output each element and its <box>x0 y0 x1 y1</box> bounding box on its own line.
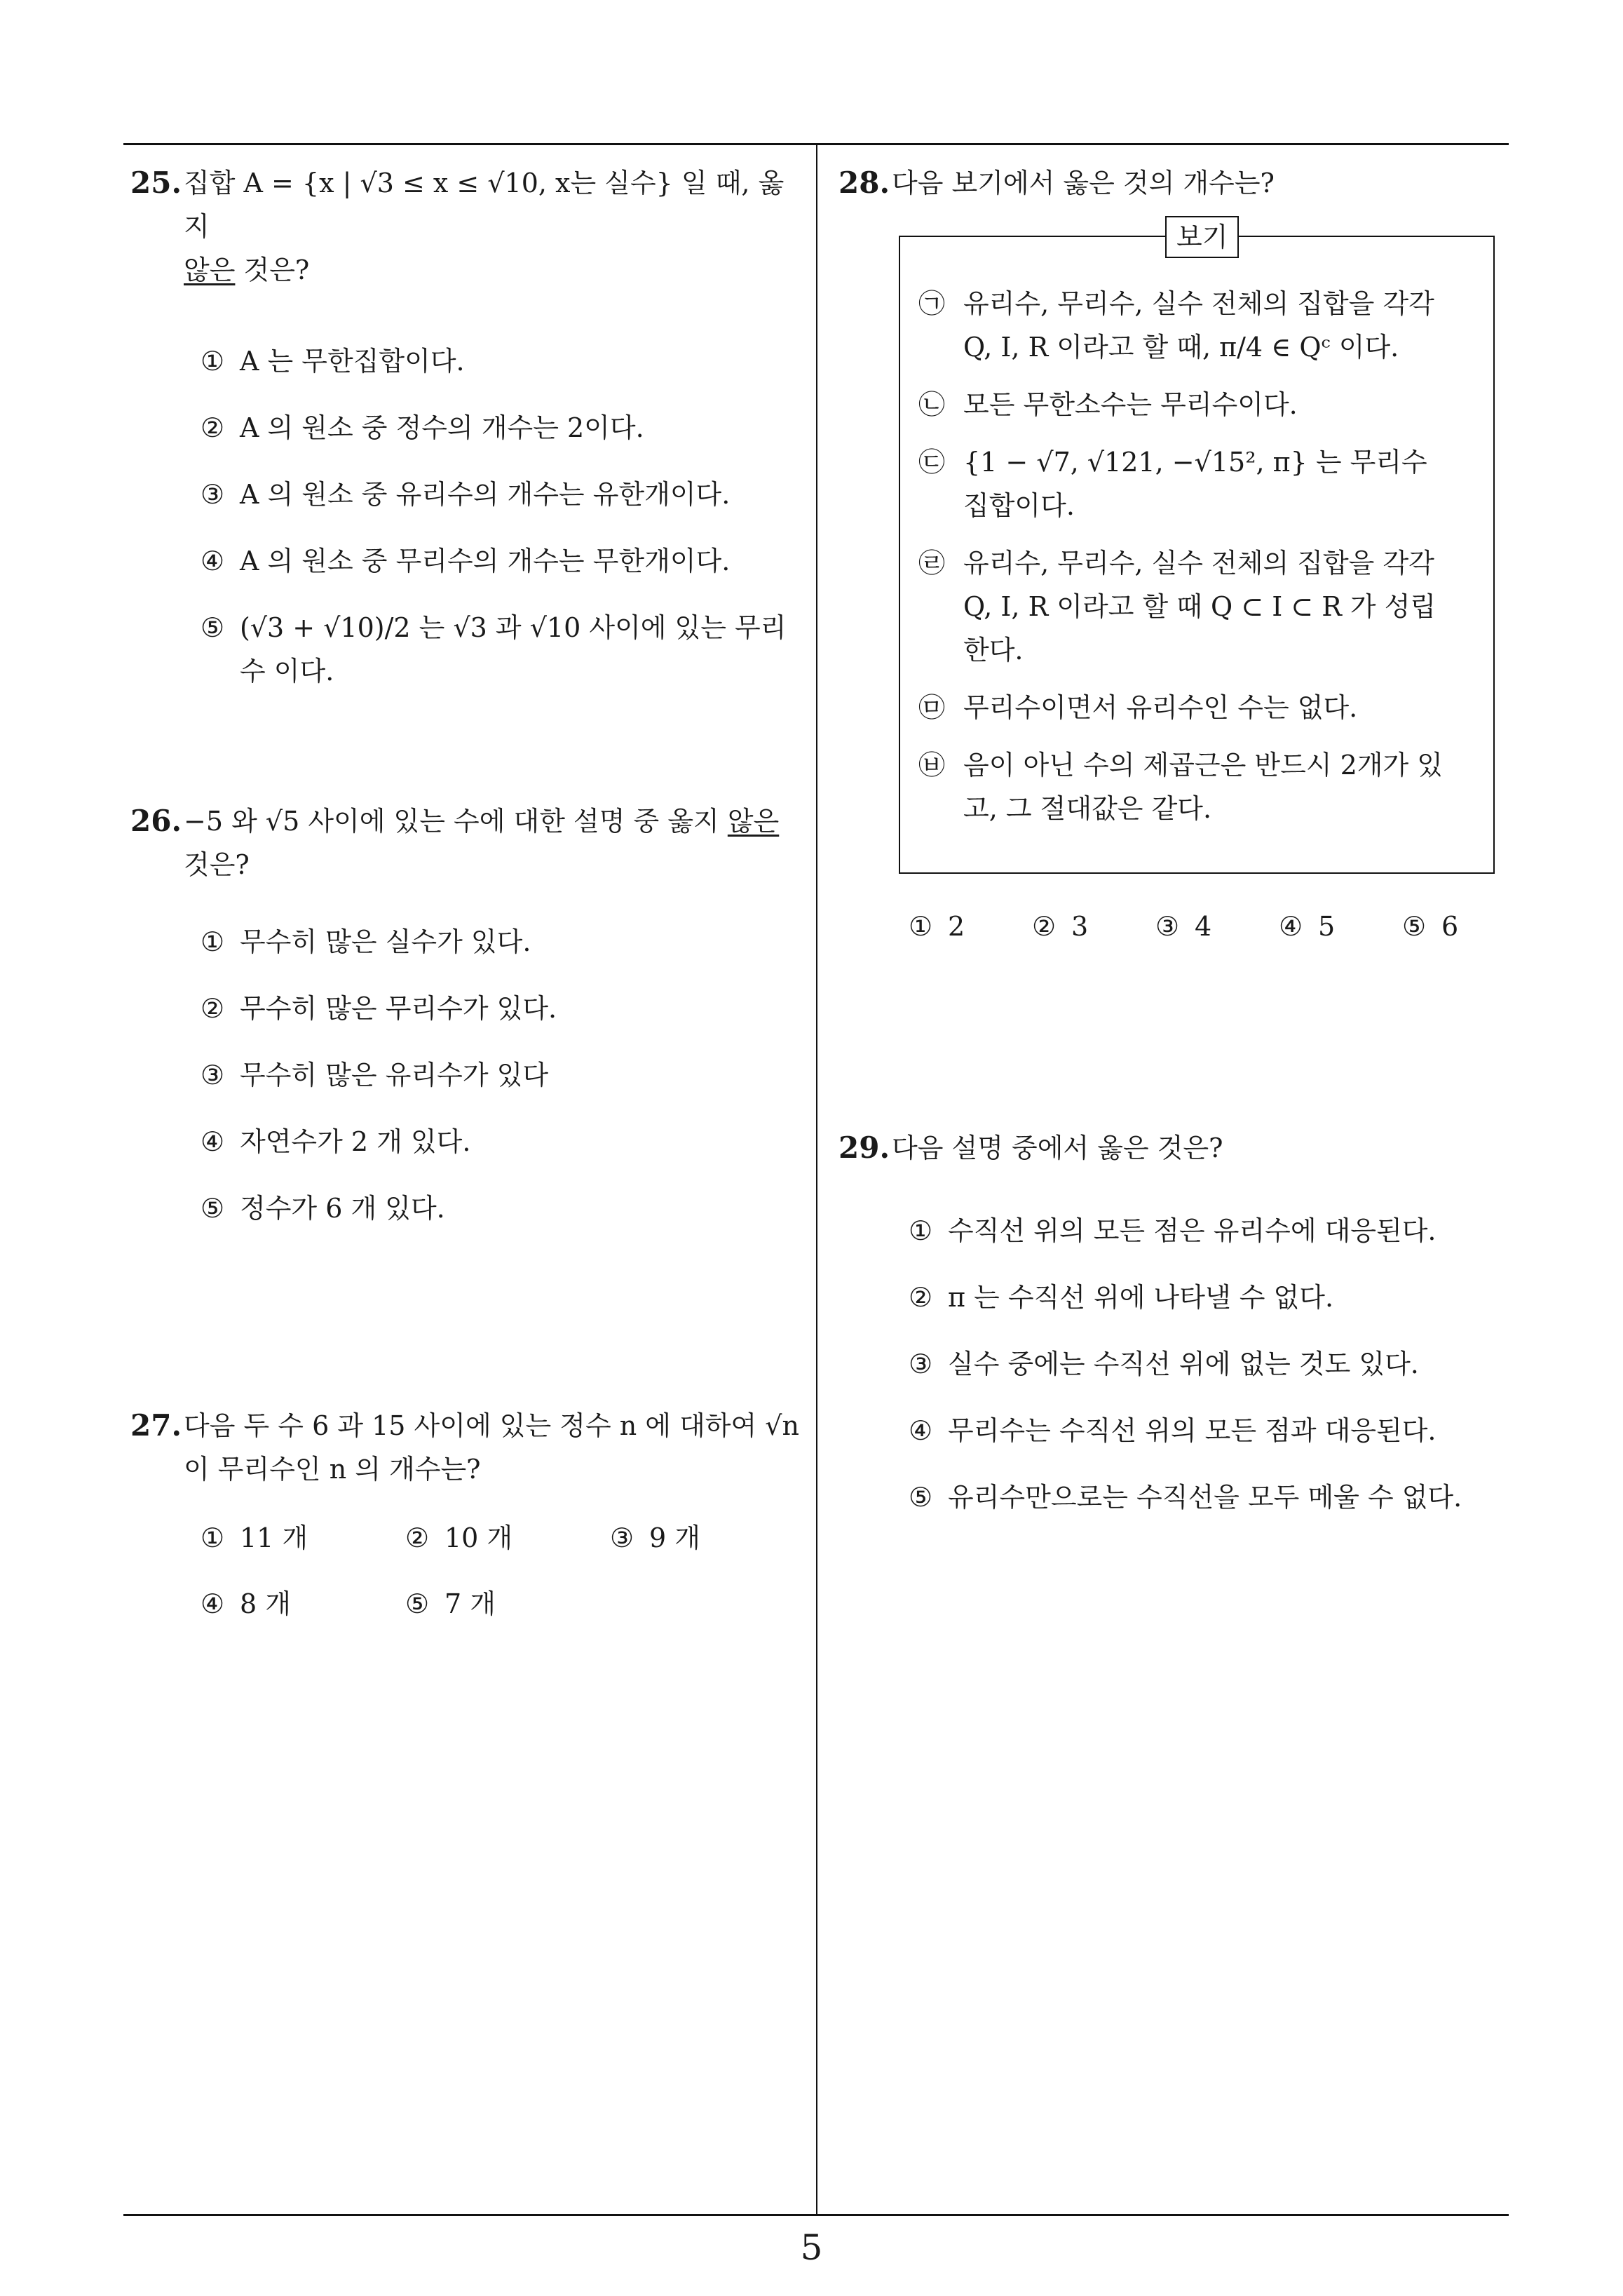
answer-options <box>909 905 1512 948</box>
answer-option-5[interactable]: ⑤ 유리수만으로는 수직선을 모두 메울 수 없다. <box>909 1482 1462 1513</box>
answer-option-4[interactable]: ④ 자연수가 2 개 있다. <box>201 1126 471 1157</box>
answer-option-1[interactable]: ① 무수히 많은 실수가 있다. <box>201 926 531 957</box>
answer-options <box>201 1516 803 1626</box>
example-box-items <box>918 282 1458 844</box>
answer-option-4[interactable]: ④ 5 <box>1279 911 1336 942</box>
page-number: 5 <box>800 2227 823 2268</box>
answer-option-5[interactable]: ⑤ 6 <box>1402 911 1459 942</box>
answer-option-3[interactable]: ③ A 의 원소 중 유리수의 개수는 유한개이다. <box>201 479 731 510</box>
question-stem-text: −5 와 √5 사이에 있는 수에 대한 설명 중 옳지 <box>184 806 728 837</box>
answer-option-3[interactable]: ③ 실수 중에는 수직선 위에 없는 것도 있다. <box>909 1349 1419 1379</box>
answer-options <box>201 920 803 1230</box>
example-item: ㉣ 유리수, 무리수, 실수 전체의 집합을 각각 Q, I, R 이라고 할 때 Q ⊂ I ⊂ R 가 성립한다. <box>918 548 1437 666</box>
question-stem-text: 집합 A = {x | √3 ≤ x ≤ √10, x는 실수} 일 때, 옳지 <box>184 168 785 242</box>
example-item: ㉤ 무리수이면서 유리수인 수는 없다. <box>918 692 1358 723</box>
underlined-word: 않은 <box>727 806 780 837</box>
question-number: 27. <box>130 1408 182 1443</box>
answer-option-2[interactable]: ② A 의 원소 중 정수의 개수는 2이다. <box>201 412 644 443</box>
bottom-rule <box>123 2214 1509 2216</box>
example-box <box>899 222 1495 874</box>
answer-option-4[interactable]: ④ A 의 원소 중 무리수의 개수는 무한개이다. <box>201 546 731 576</box>
question-29 <box>838 1126 1512 1542</box>
answer-option-2[interactable]: ② 10 개 <box>405 1522 513 1553</box>
answer-option-3[interactable]: ③ 무수히 많은 유리수가 있다 <box>201 1060 549 1090</box>
question-26 <box>130 799 803 1253</box>
answer-option-3[interactable]: ③ 4 <box>1155 911 1212 942</box>
answer-option-5[interactable]: ⑤ 7 개 <box>405 1588 496 1619</box>
answer-option-5[interactable]: ⑤ (√3 + √10)/2 는 √3 과 √10 사이에 있는 무리수 이다. <box>201 612 787 687</box>
answer-option-2[interactable]: ② 무수히 많은 무리수가 있다. <box>201 993 557 1024</box>
answer-options <box>909 1209 1512 1519</box>
question-number: 28. <box>838 166 890 200</box>
answer-option-2[interactable]: ② π 는 수직선 위에 나타낼 수 없다. <box>909 1282 1334 1313</box>
question-29-stem <box>838 1126 1512 1170</box>
question-number: 25. <box>130 166 182 200</box>
example-box-label: 보기 <box>1165 216 1239 258</box>
answer-option-1[interactable]: ① 2 <box>909 911 965 942</box>
answer-option-4[interactable]: ④ 무리수는 수직선 위의 모든 점과 대응된다. <box>909 1415 1437 1446</box>
answer-options <box>201 339 803 693</box>
question-stem-text: 것은? <box>235 255 310 285</box>
underlined-word: 않은 <box>184 255 236 285</box>
answer-option-4[interactable]: ④ 8 개 <box>201 1588 291 1619</box>
example-item: ㉠ 유리수, 무리수, 실수 전체의 집합을 각각 Q, I, R 이라고 할 때, π/4 ∈ Qᶜ 이다. <box>918 288 1434 363</box>
answer-option-1[interactable]: ① A 는 무한집합이다. <box>201 346 465 377</box>
question-28-options <box>838 905 1512 948</box>
answer-option-5[interactable]: ⑤ 정수가 6 개 있다. <box>201 1193 445 1224</box>
question-stem-text: 다음 설명 중에서 옳은 것은? <box>892 1133 1223 1163</box>
example-item: ㉥ 음이 아닌 수의 제곱근은 반드시 2개가 있고, 그 절대값은 같다. <box>918 750 1443 824</box>
answer-option-1[interactable]: ① 수직선 위의 모든 점은 유리수에 대응된다. <box>909 1215 1437 1246</box>
question-stem-text: 것은? <box>184 849 250 880</box>
example-item: ㉢ {1 − √7, √121, −√15², π} 는 무리수 집합이다. <box>918 447 1427 521</box>
question-stem-text: 다음 두 수 6 과 15 사이에 있는 정수 n 에 대하여 √n <box>184 1410 799 1441</box>
answer-option-3[interactable]: ③ 9 개 <box>610 1522 700 1553</box>
question-25 <box>130 161 803 716</box>
question-28-stem <box>838 161 1512 205</box>
question-stem-text: 이 무리수인 n 의 개수는? <box>184 1454 481 1485</box>
answer-option-2[interactable]: ② 3 <box>1032 911 1089 942</box>
question-25-stem <box>130 161 803 292</box>
question-27 <box>130 1404 803 1626</box>
question-number: 26. <box>130 804 182 838</box>
question-stem-text: 다음 보기에서 옳은 것의 개수는? <box>892 168 1275 198</box>
question-26-stem <box>130 799 803 886</box>
example-item: ㉡ 모든 무한소수는 무리수이다. <box>918 389 1298 420</box>
column-divider <box>816 144 817 2214</box>
answer-option-1[interactable]: ① 11 개 <box>201 1522 308 1553</box>
question-number: 29. <box>838 1130 890 1165</box>
question-28 <box>838 161 1512 205</box>
question-27-stem <box>130 1404 803 1491</box>
